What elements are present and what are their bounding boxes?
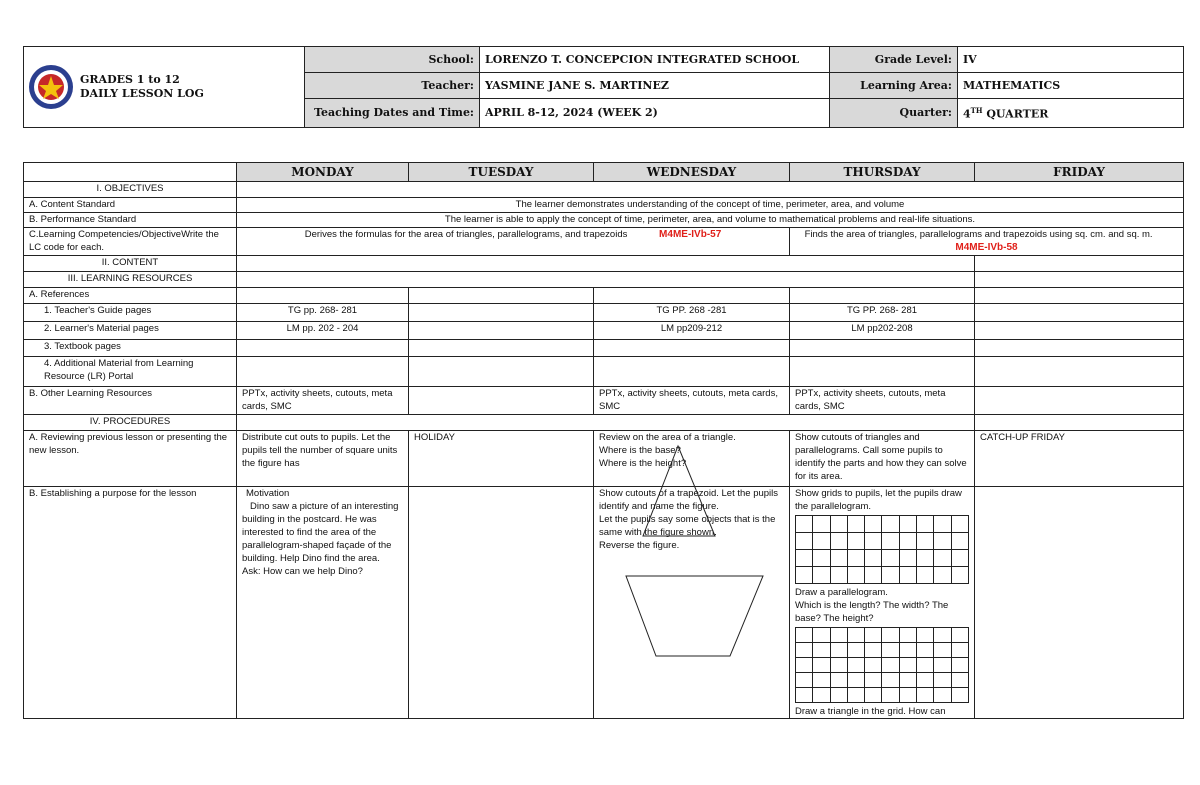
grid-2	[795, 627, 969, 703]
lm-thu: LM pp202-208	[790, 322, 975, 340]
competencies-label: C.Learning Competencies/ObjectiveWrite the LC code for each.	[24, 228, 237, 256]
grid-cell	[813, 673, 830, 688]
other-resources-thu: PPTx, activity sheets, cutouts, meta cards, SMC	[790, 387, 975, 415]
grid-cell	[899, 658, 916, 673]
grid-cell	[899, 673, 916, 688]
cell	[409, 288, 594, 304]
grid-cell	[917, 673, 934, 688]
grid-cell	[830, 516, 847, 533]
grid-cell	[796, 688, 813, 703]
procedure-a-thu: Show cutouts of triangles and parallelograms. Call some pupils to identify the parts and how they can solve for its area.	[790, 431, 975, 487]
content-label: II. CONTENT	[24, 256, 237, 272]
grid-cell	[882, 516, 899, 533]
procedures-label: IV. PROCEDURES	[24, 415, 237, 431]
grid-cell	[847, 567, 864, 584]
grid-cell	[796, 628, 813, 643]
content-standard-value: The learner demonstrates understanding of the concept of time, perimeter, area, and volume	[237, 198, 1184, 213]
grid-cell	[882, 658, 899, 673]
performance-standard-row	[24, 213, 1184, 228]
grid-cell	[899, 628, 916, 643]
objectives-label: I. OBJECTIVES	[24, 182, 237, 198]
cell	[975, 357, 1184, 387]
day-friday: FRIDAY	[975, 163, 1184, 182]
procedure-a-wed-2: Where is the base?	[599, 445, 681, 456]
procedure-b-mon	[237, 487, 409, 719]
grid-cell	[865, 516, 882, 533]
cell	[409, 340, 594, 357]
grid-cell	[830, 628, 847, 643]
grid-cell	[813, 567, 830, 584]
grid-cell	[813, 643, 830, 658]
grid-cell	[934, 628, 951, 643]
grid-cell	[796, 673, 813, 688]
grid-cell	[847, 673, 864, 688]
grid-cell	[934, 567, 951, 584]
grid-cell	[934, 533, 951, 550]
procedure-b-thu-3: Which is the length? The width? The base? The height?	[795, 600, 949, 624]
grid-cell	[865, 567, 882, 584]
grid-cell	[813, 688, 830, 703]
performance-standard-label: B. Performance Standard	[24, 213, 237, 228]
tg-wed: TG PP. 268 -281	[594, 304, 790, 322]
resources-blank	[237, 272, 975, 288]
cell	[975, 322, 1184, 340]
grid-cell	[917, 658, 934, 673]
other-resources-row	[24, 387, 1184, 415]
days-corner	[24, 163, 237, 182]
grid-cell	[813, 516, 830, 533]
grid-cell	[847, 516, 864, 533]
grid-cell	[882, 533, 899, 550]
procedure-b-wed-2: Let the pupils say some objects that is the same with the figure shown.	[599, 514, 776, 538]
grid-cell	[830, 567, 847, 584]
grid-cell	[847, 550, 864, 567]
quarter-label: Quarter:	[830, 98, 958, 127]
cell	[409, 304, 594, 322]
grid-cell	[830, 673, 847, 688]
procedure-a-mon: Distribute cut outs to pupils. Let the pupils tell the number of square units the figure has	[237, 431, 409, 487]
grid-cell	[951, 550, 968, 567]
other-resources-mon: PPTx, activity sheets, cutouts, meta cards, SMC	[237, 387, 409, 415]
procedure-b-mon-3: Ask: How can we help Dino?	[242, 566, 363, 577]
lm-label: 2. Learner's Material pages	[24, 322, 237, 340]
procedures-fri	[975, 415, 1184, 431]
cell	[594, 288, 790, 304]
cell	[409, 322, 594, 340]
grid-cell	[813, 533, 830, 550]
grid-cell	[951, 516, 968, 533]
tg-mon: TG pp. 268- 281	[237, 304, 409, 322]
cell	[790, 340, 975, 357]
performance-standard-value: The learner is able to apply the concept of time, perimeter, area, and volume to mathematical problems and real-life situations.	[237, 213, 1184, 228]
additional-row	[24, 357, 1184, 387]
content-standard-row	[24, 198, 1184, 213]
day-thursday: THURSDAY	[790, 163, 975, 182]
teacher-label: Teacher:	[305, 72, 480, 98]
procedure-a-fri: CATCH-UP FRIDAY	[975, 431, 1184, 487]
resources-fri	[975, 272, 1184, 288]
cell	[975, 304, 1184, 322]
procedure-a-wed-1: Review on the area of a triangle.	[599, 432, 736, 443]
grid-cell	[934, 658, 951, 673]
grid-cell	[796, 550, 813, 567]
grid-cell	[882, 643, 899, 658]
resources-label: III. LEARNING RESOURCES	[24, 272, 237, 288]
grid-cell	[934, 688, 951, 703]
resources-row	[24, 272, 1184, 288]
lc-code-2: M4ME-IVb-58	[955, 242, 1018, 253]
dates-value: APRIL 8-12, 2024 (WEEK 2)	[480, 98, 830, 127]
procedure-b-wed-1: Show cutouts of a trapezoid. Let the pupils identify and name the figure.	[599, 488, 779, 512]
day-tuesday: TUESDAY	[409, 163, 594, 182]
grid-cell	[951, 658, 968, 673]
grid-cell	[847, 628, 864, 643]
competencies-text-1: Derives the formulas for the area of triangles, parallelograms, and trapezoids	[304, 229, 628, 240]
grid-cell	[951, 628, 968, 643]
procedure-a-tue: HOLIDAY	[409, 431, 594, 487]
tg-row	[24, 304, 1184, 322]
procedures-blank	[237, 415, 975, 431]
grid-cell	[882, 628, 899, 643]
lm-mon: LM pp. 202 - 204	[237, 322, 409, 340]
competencies-row	[24, 228, 1184, 256]
grid-cell	[899, 533, 916, 550]
grid-cell	[847, 658, 864, 673]
grid-cell	[951, 688, 968, 703]
quarter-word: QUARTER	[986, 107, 1049, 121]
grade-label: Grade Level:	[830, 47, 958, 73]
content-fri	[975, 256, 1184, 272]
grid-cell	[813, 550, 830, 567]
grid-cell	[796, 533, 813, 550]
area-label: Learning Area:	[830, 72, 958, 98]
grid-cell	[813, 658, 830, 673]
procedure-a-label: A. Reviewing previous lesson or presenting the new lesson.	[24, 431, 237, 487]
cell	[594, 340, 790, 357]
grid-cell	[865, 688, 882, 703]
grid-cell	[882, 567, 899, 584]
grid-cell	[813, 628, 830, 643]
cell	[975, 288, 1184, 304]
cell	[409, 357, 594, 387]
grid-cell	[796, 658, 813, 673]
grid-cell	[847, 533, 864, 550]
grid-cell	[796, 516, 813, 533]
grid-cell	[847, 688, 864, 703]
objectives-row	[24, 182, 1184, 198]
procedure-b-label: B. Establishing a purpose for the lesson	[24, 487, 237, 719]
lm-wed: LM pp209-212	[594, 322, 790, 340]
procedure-b-mon-2: Dino saw a picture of an interesting building in the postcard. He was interested to find the area of the parallelogram-shaped façade of the building. Help Dino find the area.	[242, 501, 399, 564]
grid-cell	[865, 673, 882, 688]
grid-cell	[934, 516, 951, 533]
lesson-log-table	[23, 162, 1183, 719]
cell	[237, 357, 409, 387]
other-resources-wed: PPTx, activity sheets, cutouts, meta cards, SMC	[594, 387, 790, 415]
grid-cell	[865, 533, 882, 550]
triangle-drawing	[633, 444, 723, 544]
grid-cell	[899, 516, 916, 533]
grid-cell	[899, 550, 916, 567]
procedure-b-wed-3: Reverse the figure.	[599, 540, 680, 551]
content-standard-label: A. Content Standard	[24, 198, 237, 213]
grid-cell	[865, 643, 882, 658]
grid-cell	[917, 550, 934, 567]
grid-cell	[899, 567, 916, 584]
grid-cell	[917, 516, 934, 533]
deped-seal-icon	[28, 64, 74, 110]
grid-cell	[882, 688, 899, 703]
teacher-value: YASMINE JANE S. MARTINEZ	[480, 72, 830, 98]
competencies-thu-fri	[790, 228, 1184, 256]
competencies-text-2: Finds the area of triangles, parallelograms and trapezoids using sq. cm. and sq. m.	[804, 229, 1153, 240]
procedure-b-mon-1: Motivation	[246, 488, 290, 499]
grid-cell	[865, 550, 882, 567]
cell	[790, 357, 975, 387]
lc-code-1: M4ME-IVb-57	[659, 229, 722, 240]
tg-thu: TG PP. 268- 281	[790, 304, 975, 322]
grade-value: IV	[958, 47, 1184, 73]
lm-row	[24, 322, 1184, 340]
grid-cell	[917, 567, 934, 584]
other-resources-label: B. Other Learning Resources	[24, 387, 237, 415]
cell	[237, 340, 409, 357]
grid-cell	[917, 628, 934, 643]
grid-cell	[830, 658, 847, 673]
title-line2: DAILY LESSON LOG	[80, 87, 204, 100]
grid-cell	[951, 643, 968, 658]
objectives-blank	[237, 182, 1184, 198]
grid-cell	[830, 533, 847, 550]
days-row	[24, 163, 1184, 182]
grid-cell	[865, 628, 882, 643]
quarter-sup: TH	[970, 105, 983, 115]
procedures-row	[24, 415, 1184, 431]
grid-cell	[796, 567, 813, 584]
grid-cell	[882, 550, 899, 567]
grid-cell	[899, 643, 916, 658]
grid-cell	[951, 673, 968, 688]
trapezoid-drawing	[622, 572, 767, 660]
grid-cell	[951, 533, 968, 550]
day-monday: MONDAY	[237, 163, 409, 182]
grid-cell	[934, 550, 951, 567]
procedure-b-thu-1: Show grids to pupils, let the pupils draw the parallelogram.	[795, 488, 962, 512]
textbook-label: 3. Textbook pages	[24, 340, 237, 357]
grid-1	[795, 515, 969, 584]
grid-cell	[934, 643, 951, 658]
procedure-a-wed-3: Where is the height?	[599, 458, 687, 469]
quarter-value	[958, 98, 1184, 127]
procedure-a-row	[24, 431, 1184, 487]
area-value: MATHEMATICS	[958, 72, 1184, 98]
grid-cell	[796, 643, 813, 658]
school-value: LORENZO T. CONCEPCION INTEGRATED SCHOOL	[480, 47, 830, 73]
content-blank	[237, 256, 975, 272]
dates-label: Teaching Dates and Time:	[305, 98, 480, 127]
grid-cell	[865, 658, 882, 673]
header-table	[23, 46, 1183, 128]
day-wednesday: WEDNESDAY	[594, 163, 790, 182]
textbook-row	[24, 340, 1184, 357]
grid-cell	[830, 643, 847, 658]
grid-cell	[830, 688, 847, 703]
procedure-b-row	[24, 487, 1184, 719]
cell	[594, 357, 790, 387]
grid-cell	[882, 673, 899, 688]
grid-cell	[951, 567, 968, 584]
content-row	[24, 256, 1184, 272]
grid-cell	[917, 688, 934, 703]
cell	[237, 288, 409, 304]
grid-cell	[917, 643, 934, 658]
cell	[975, 340, 1184, 357]
cell	[975, 387, 1184, 415]
cell	[409, 387, 594, 415]
grid-cell	[830, 550, 847, 567]
title-line1: GRADES 1 to 12	[80, 73, 180, 86]
grid-cell	[847, 643, 864, 658]
procedure-b-thu	[790, 487, 975, 719]
procedure-b-tue	[409, 487, 594, 719]
grid-cell	[917, 533, 934, 550]
additional-label: 4. Additional Material from Learning Resource (LR) Portal	[24, 357, 237, 387]
school-label: School:	[305, 47, 480, 73]
procedure-b-thu-4: Draw a triangle in the grid. How can	[795, 706, 946, 717]
quarter-num: 4	[963, 107, 971, 121]
logo-cell	[24, 47, 305, 128]
cell	[790, 288, 975, 304]
references-label: A. References	[24, 288, 237, 304]
grid-cell	[899, 688, 916, 703]
tg-label: 1. Teacher's Guide pages	[24, 304, 237, 322]
procedure-b-thu-2: Draw a parallelogram.	[795, 587, 888, 598]
procedure-b-fri	[975, 487, 1184, 719]
references-row	[24, 288, 1184, 304]
competencies-mon-wed	[237, 228, 790, 256]
grid-cell	[934, 673, 951, 688]
